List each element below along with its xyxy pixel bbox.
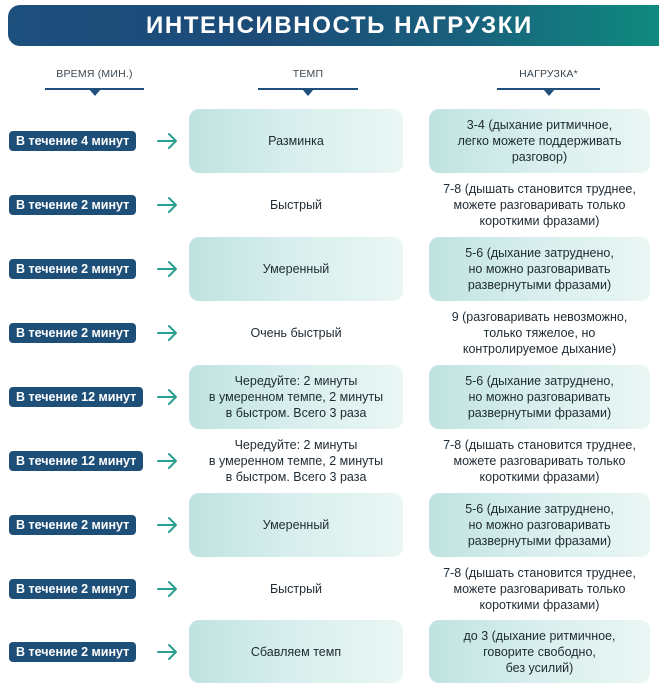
table-row	[0, 365, 659, 429]
arrow-right-icon	[157, 642, 179, 662]
load-cell	[429, 109, 650, 173]
load-cell	[429, 429, 650, 493]
table-row	[0, 620, 659, 683]
tempo-text: Чередуйте: 2 минуты в умеренном темпе, 2 минуты в быстром. Всего 3 раза	[208, 438, 384, 484]
tempo-text: Быстрый	[269, 582, 323, 596]
tempo-text: Очень быстрый	[250, 326, 342, 340]
tempo-cell	[189, 493, 403, 557]
table-row	[0, 301, 659, 365]
table-row	[0, 109, 659, 173]
load-cell	[429, 237, 650, 301]
column-header-load	[497, 68, 600, 80]
time-badge: В течение 2 минут	[9, 515, 136, 535]
arrow-right-icon	[157, 387, 179, 407]
tempo-text: Умеренный	[262, 518, 330, 532]
load-text: до 3 (дыхание ритмичное, говорите свободно, без усилий)	[463, 628, 616, 675]
table-row	[0, 237, 659, 301]
arrow-right-icon	[157, 195, 179, 215]
load-text: 9 (разговаривать невозможно, только тяжелое, но контролируемое дыхание)	[451, 310, 628, 356]
load-text: 5-6 (дыхание затруднено, но можно разговаривать развернутыми фразами)	[465, 502, 614, 548]
column-header-load-label: НАГРУЗКА*	[519, 68, 578, 80]
tempo-text: Чередуйте: 2 минуты в умеренном темпе, 2 минуты в быстром. Всего 3 раза	[208, 374, 384, 420]
time-badge: В течение 2 минут	[9, 642, 136, 662]
load-cell	[429, 173, 650, 237]
time-badge: В течение 12 минут	[9, 451, 143, 471]
tempo-text: Сбавляем темп	[250, 644, 342, 659]
column-header-tempo	[258, 68, 358, 80]
load-text: 3-4 (дыхание ритмичное, легко можете поддерживать разговор)	[457, 118, 622, 164]
arrow-right-icon	[157, 579, 179, 599]
time-badge: В течение 2 минут	[9, 195, 136, 215]
time-badge: В течение 2 минут	[9, 579, 136, 599]
arrow-right-icon	[157, 451, 179, 471]
tempo-cell	[189, 301, 403, 365]
load-text: 7-8 (дышать становится труднее, можете разговаривать только короткими фразами)	[443, 566, 636, 612]
column-header-tempo-label: ТЕМП	[292, 68, 324, 80]
arrow-right-icon	[157, 259, 179, 279]
page-title: ИНТЕНСИВНОСТЬ НАГРУЗКИ	[146, 11, 533, 39]
load-cell	[429, 557, 650, 621]
load-text: 5-6 (дыхание затруднено, но можно разговаривать развернутыми фразами)	[465, 246, 614, 292]
tempo-cell	[189, 429, 403, 493]
load-text: 5-6 (дыхание затруднено, но можно разговаривать развернутыми фразами)	[465, 374, 614, 420]
tempo-cell	[189, 365, 403, 429]
chevron-down-icon	[302, 89, 314, 96]
tempo-text: Умеренный	[262, 262, 330, 276]
arrow-right-icon	[157, 515, 179, 535]
chevron-down-icon	[543, 89, 555, 96]
time-badge: В течение 4 минут	[9, 131, 136, 151]
arrow-right-icon	[157, 323, 179, 343]
tempo-cell	[189, 557, 403, 621]
table-row	[0, 493, 659, 557]
load-text: 7-8 (дышать становится труднее, можете разговаривать только короткими фразами)	[443, 438, 636, 484]
load-cell	[429, 365, 650, 429]
chevron-down-icon	[89, 89, 101, 96]
table-row	[0, 429, 659, 493]
tempo-cell	[189, 237, 403, 301]
time-badge: В течение 2 минут	[9, 323, 136, 343]
load-cell	[429, 620, 650, 683]
tempo-text: Разминка	[268, 134, 324, 148]
tempo-cell	[189, 173, 403, 237]
column-header-time-label: ВРЕМЯ (МИН.)	[56, 68, 133, 80]
arrow-right-icon	[157, 131, 179, 151]
table-row	[0, 173, 659, 237]
tempo-cell	[189, 109, 403, 173]
load-cell	[429, 301, 650, 365]
load-cell	[429, 493, 650, 557]
load-text: 7-8 (дышать становится труднее, можете разговаривать только короткими фразами)	[443, 182, 636, 228]
time-badge: В течение 2 минут	[9, 259, 136, 279]
tempo-text: Быстрый	[269, 198, 323, 212]
column-header-time	[45, 68, 144, 80]
tempo-cell	[189, 620, 403, 683]
table-row	[0, 557, 659, 621]
title-bar	[8, 5, 659, 46]
time-badge: В течение 12 минут	[9, 387, 143, 407]
